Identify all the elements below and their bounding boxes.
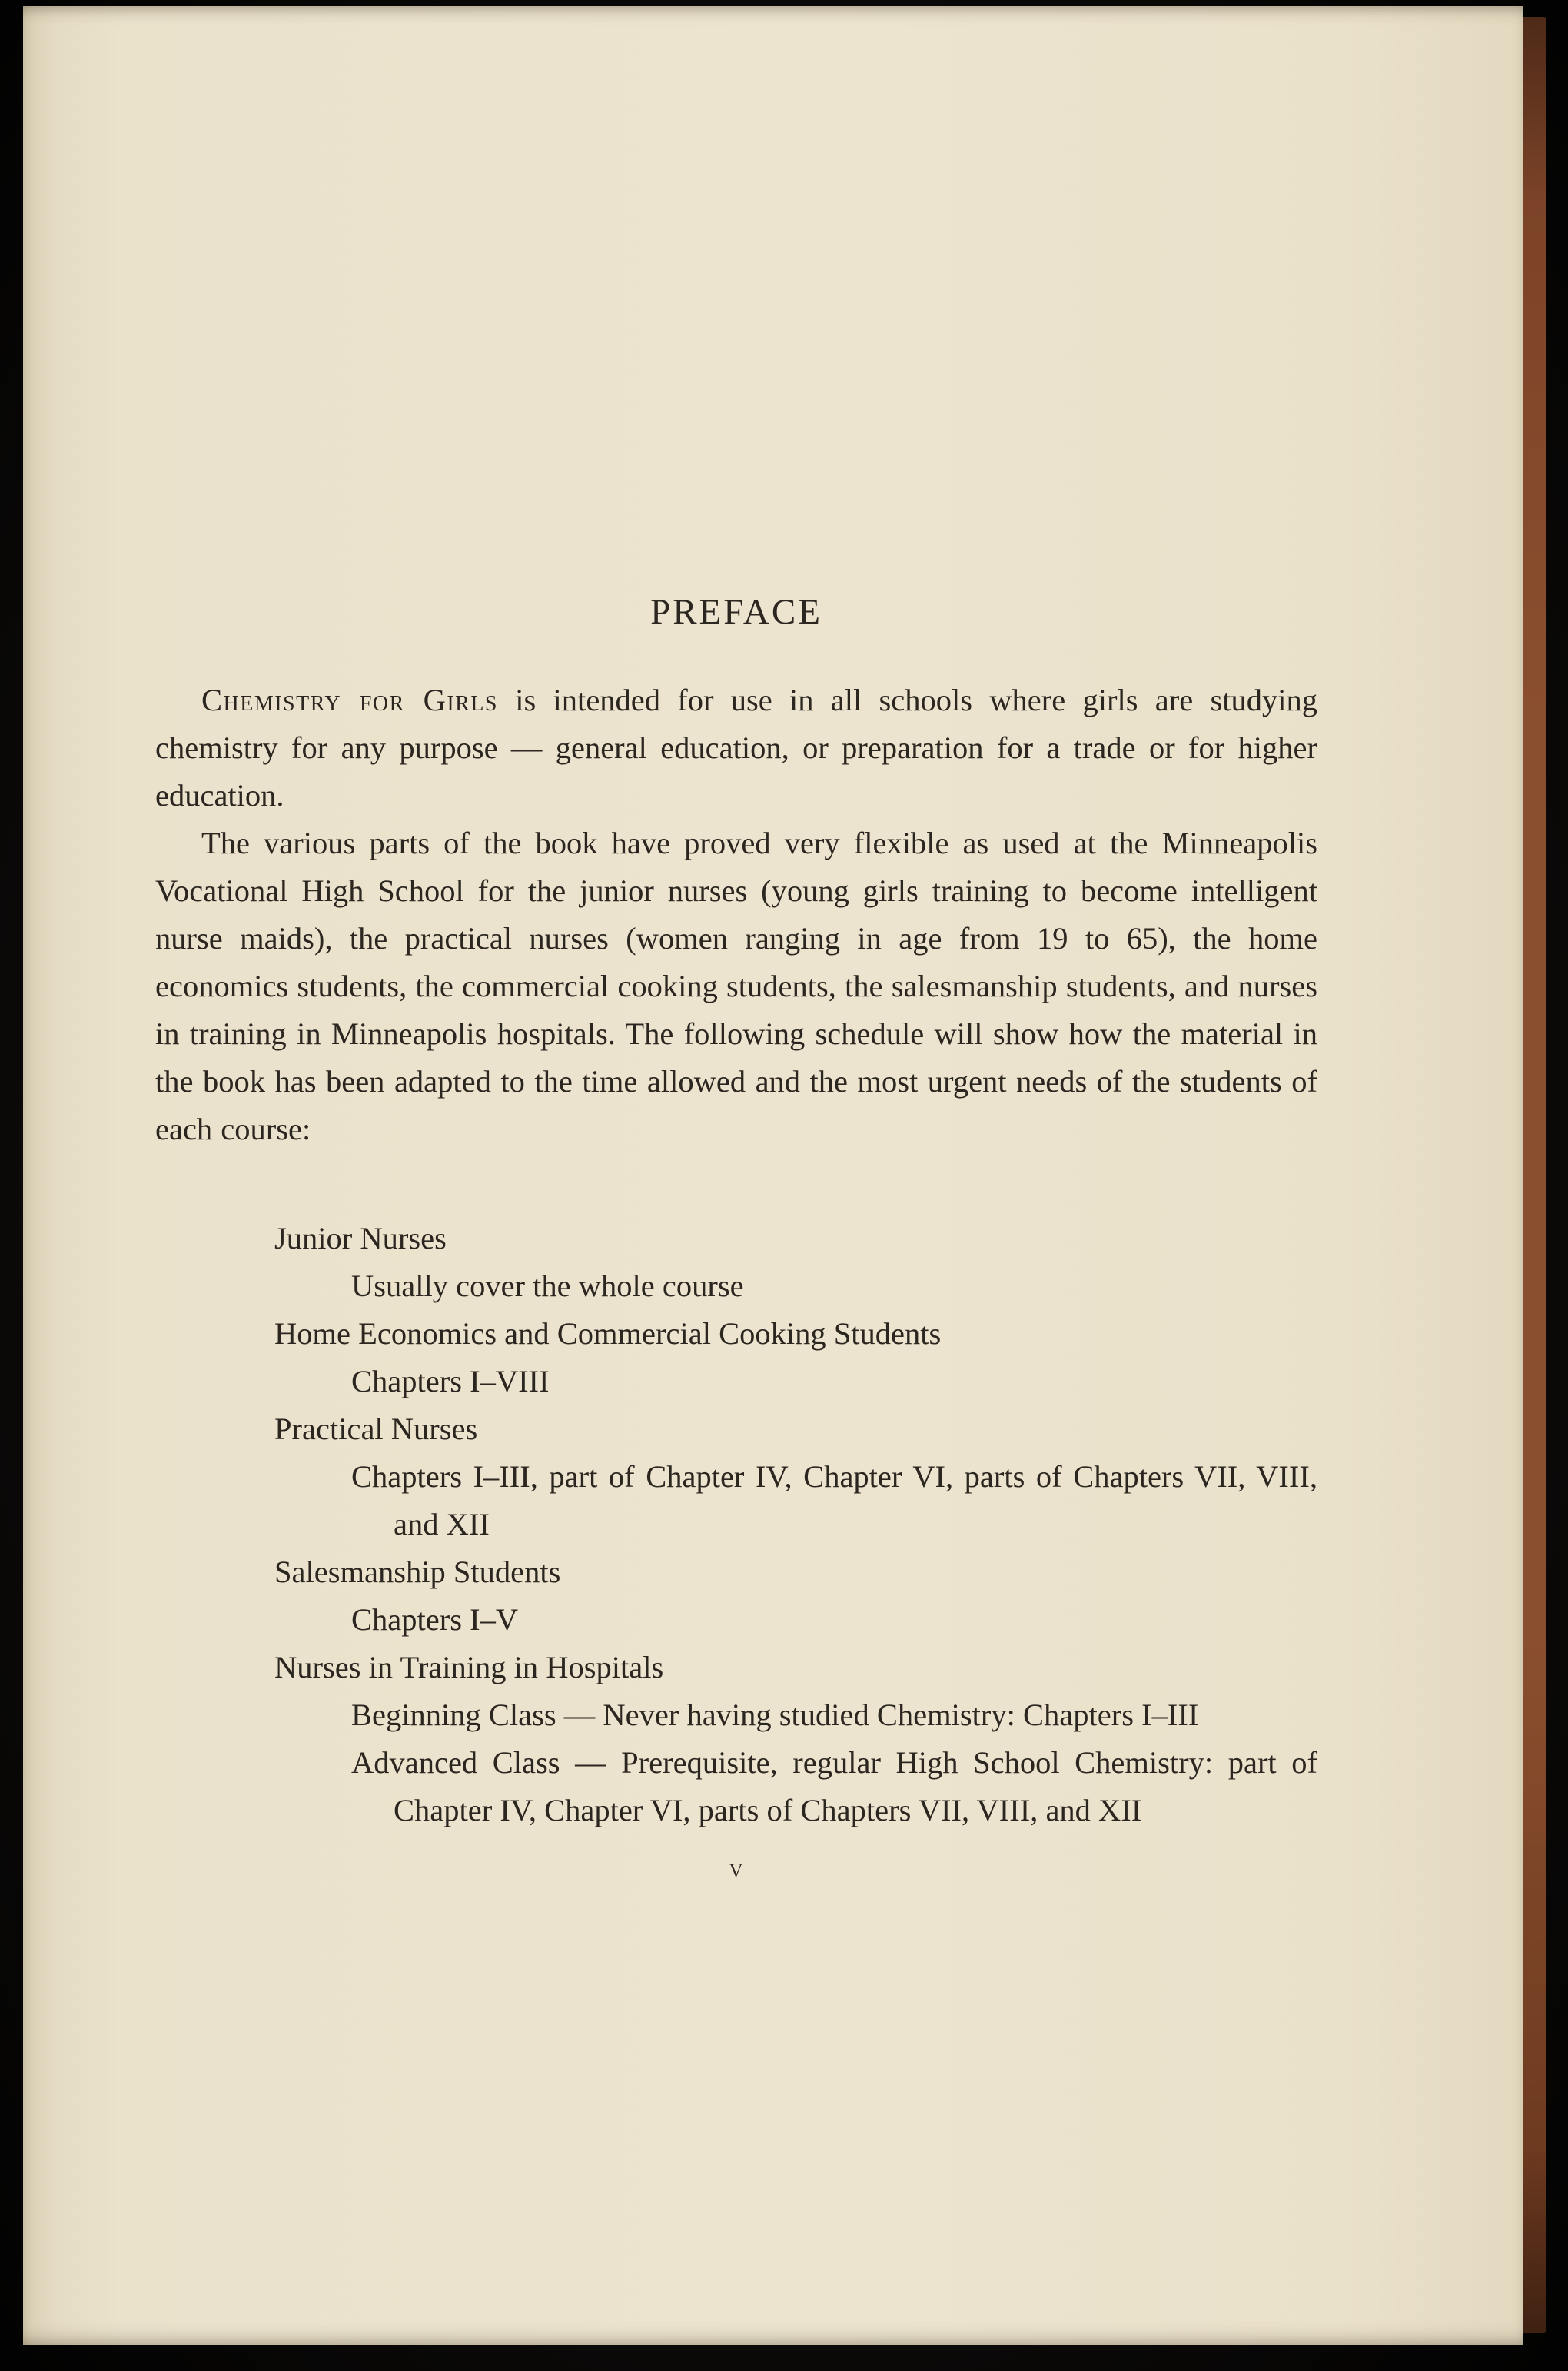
paragraph-intro-text: is intended for use in all schools where girls are studying chemistry for any purpose — general education, or preparation for a trade or for higher education. (155, 683, 1317, 813)
page-title: PREFACE (650, 592, 822, 632)
book-cover-edge (1523, 17, 1546, 2333)
schedule-heading-salesmanship: Salesmanship Students (274, 1555, 561, 1589)
schedule-detail: Chapters I–V (351, 1602, 519, 1637)
book-page (23, 6, 1523, 2345)
schedule-detail: Usually cover the whole course (351, 1269, 744, 1303)
schedule-detail: Chapters I–III, part of Chapter IV, Chapter VI, parts of Chapters VII, VIII, and XII (351, 1459, 1317, 1541)
schedule-heading-practical-nurses: Practical Nurses (274, 1412, 478, 1446)
page-number: v (729, 1852, 744, 1883)
schedule-heading-nurses-in-training: Nurses in Training in Hospitals (274, 1650, 664, 1684)
course-schedule (274, 1215, 1317, 1834)
schedule-detail: Chapters I–VIII (351, 1364, 550, 1398)
schedule-heading-junior-nurses: Junior Nurses (274, 1221, 447, 1255)
schedule-detail: Beginning Class — Never having studied Chemistry: Chapters I–III (351, 1698, 1199, 1732)
schedule-detail: Advanced Class — Prerequisite, regular High School Chemistry: part of Chapter IV, Chapter VI, parts of Chapters VII, VIII, and XII (351, 1745, 1317, 1827)
paragraph-intro (155, 677, 1317, 820)
paragraph-body: The various parts of the book have proved very flexible as used at the Minneapolis Vocational High School for the junior nurses (young girls training to become intelligent nurse maids), the practical nurses (women ranging in age from 19 to 65), the home economics students, the commercial cooking students, the salesmanship students, and nurses in training in Minneapolis hospitals. The following schedule will show how the material in the book has been adapted to the time allowed and the most urgent needs of the students of each course: (155, 826, 1317, 1146)
page-content (155, 589, 1317, 1884)
schedule-heading-home-economics: Home Economics and Commercial Cooking Students (274, 1316, 942, 1351)
book-title-smallcaps: Chemistry for Girls (201, 683, 499, 717)
